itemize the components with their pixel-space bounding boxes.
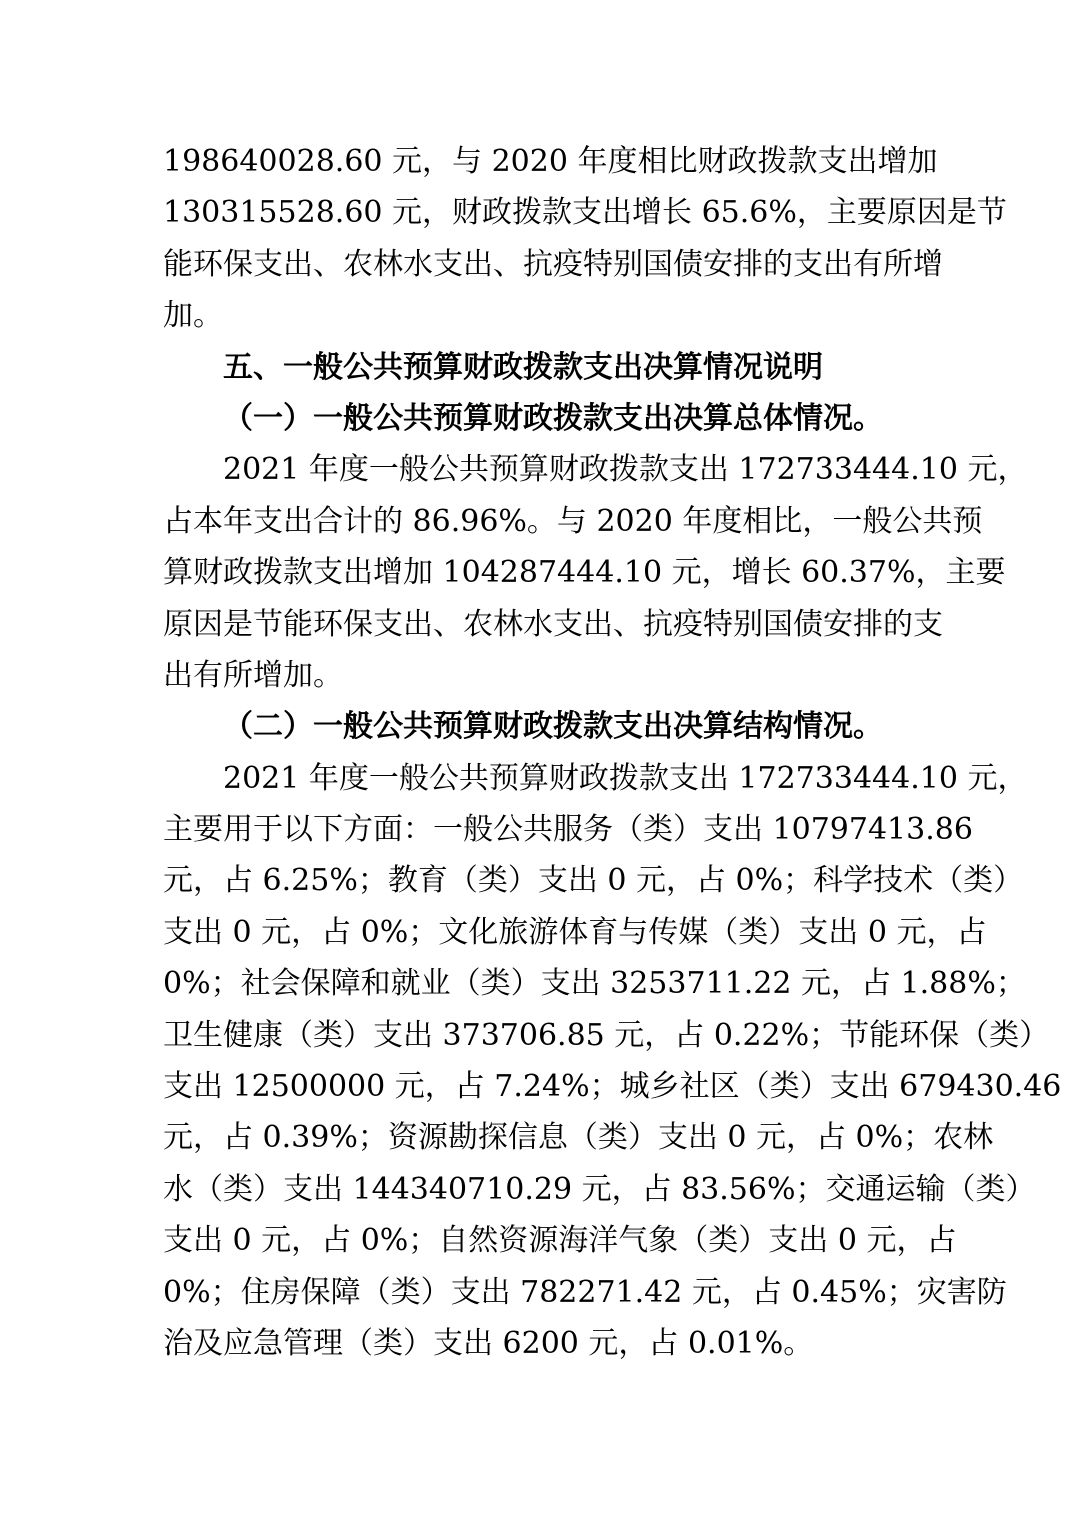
body-text-line: 卫生健康（类）支出 373706.85 元，占 0.22%；节能环保（类）: [163, 1017, 1050, 1053]
subsection-heading: （二）一般公共预算财政拨款支出决算结构情况。: [223, 709, 883, 745]
body-text-line: 水（类）支出 144340710.29 元，占 83.56%；交通运输（类）: [163, 1171, 1036, 1207]
body-text-line: 治及应急管理（类）支出 6200 元，占 0.01%。: [163, 1325, 814, 1361]
body-text-line: 出有所增加。: [163, 657, 343, 693]
body-text-line: 130315528.60 元，财政拨款支出增长 65.6%，主要原因是节: [163, 195, 1007, 231]
body-text-line: 198640028.60 元，与 2020 年度相比财政拨款支出增加: [163, 144, 938, 179]
body-text-line: 占本年支出合计的 86.96%。与 2020 年度相比，一般公共预: [163, 503, 983, 539]
section-heading: 五、一般公共预算财政拨款支出决算情况说明: [223, 349, 823, 385]
body-text-line: 能环保支出、农林水支出、抗疫特别国债安排的支出有所增: [163, 246, 943, 282]
body-text-line: 0%；住房保障（类）支出 782271.42 元，占 0.45%；灾害防: [163, 1274, 1007, 1310]
body-text-line: 0%；社会保障和就业（类）支出 3253711.22 元，占 1.88%；: [163, 966, 1026, 1002]
body-text-line: 原因是节能环保支出、农林水支出、抗疫特别国债安排的支: [163, 606, 943, 642]
subsection-heading: （一）一般公共预算财政拨款支出决算总体情况。: [223, 400, 883, 436]
document-page: [163, 136, 1062, 1369]
body-text-line: 元，占 6.25%；教育（类）支出 0 元，占 0%；科学技术（类）: [163, 863, 1024, 899]
body-text-line: 主要用于以下方面：一般公共服务（类）支出 10797413.86: [163, 812, 973, 848]
body-text-line: 元，占 0.39%；资源勘探信息（类）支出 0 元，占 0%；农林: [163, 1120, 994, 1156]
body-text-line: 支出 12500000 元，占 7.24%；城乡社区（类）支出 679430.46: [163, 1069, 1062, 1105]
body-text-line: 加。: [163, 298, 223, 334]
body-text-line: 2021 年度一般公共预算财政拨款支出 172733444.10 元，: [223, 760, 1028, 796]
body-text-line: 算财政拨款支出增加 104287444.10 元，增长 60.37%，主要: [163, 555, 1006, 591]
body-text-line: 2021 年度一般公共预算财政拨款支出 172733444.10 元，: [223, 452, 1028, 488]
body-text-line: 支出 0 元，占 0%；文化旅游体育与传媒（类）支出 0 元，占: [163, 914, 987, 950]
body-text-line: 支出 0 元，占 0%；自然资源海洋气象（类）支出 0 元，占: [163, 1223, 957, 1259]
